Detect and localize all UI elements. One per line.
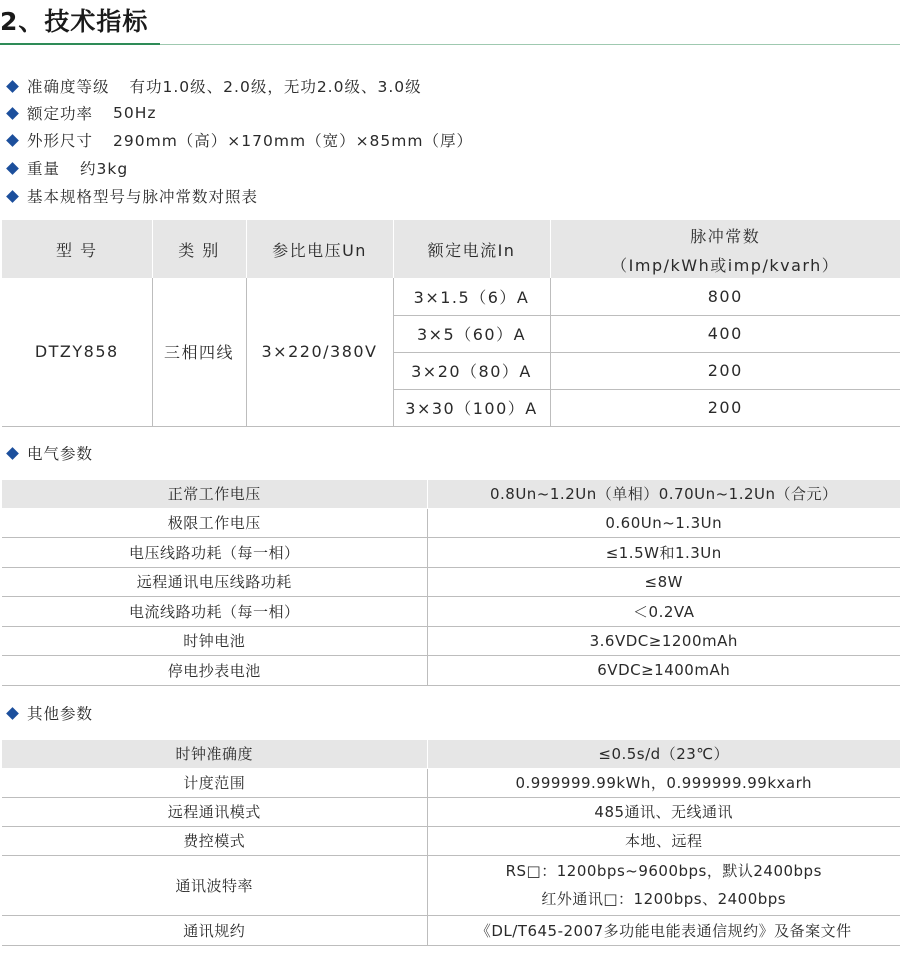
param-name: 时钟准确度	[2, 740, 427, 768]
param-value: 6VDC≥1400mAh	[427, 655, 900, 685]
table-row	[2, 797, 900, 826]
spec-label: 额定功率	[27, 105, 94, 123]
param-value: ≤8W	[427, 567, 900, 596]
baud-rate-rs: RS□：1200bps~9600bps，默认2400bps	[505, 862, 822, 880]
cell-category: 三相四线	[152, 278, 246, 426]
table-row	[2, 278, 900, 315]
param-value: ≤0.5s/d（23℃）	[427, 740, 900, 768]
spec-table	[2, 220, 900, 427]
param-name: 停电抄表电池	[2, 655, 427, 685]
table-row	[2, 826, 900, 855]
diamond-bullet-icon	[6, 447, 19, 460]
param-name: 通讯规约	[2, 915, 427, 945]
other-table	[2, 740, 900, 946]
param-value	[427, 855, 900, 915]
param-name: 费控模式	[2, 826, 427, 855]
electrical-table	[2, 480, 900, 686]
cell-current: 3×20（80）A	[393, 352, 550, 389]
header-current: 额定电流In	[393, 220, 550, 278]
spec-value: 有功1.0级、2.0级，无功2.0级、3.0级	[129, 78, 422, 96]
header-pulse: 脉冲常数	[550, 220, 900, 250]
cell-model: DTZY858	[2, 278, 152, 426]
diamond-bullet-icon	[6, 134, 19, 147]
diamond-bullet-icon	[6, 162, 19, 175]
header-category: 类 别	[152, 220, 246, 278]
cell-pulse: 400	[550, 315, 900, 352]
param-name: 远程通讯电压线路功耗	[2, 567, 427, 596]
table-row	[2, 915, 900, 945]
spec-label: 准确度等级	[27, 78, 110, 96]
param-name: 极限工作电压	[2, 508, 427, 537]
cell-current: 3×1.5（6）A	[393, 278, 550, 315]
param-value: 0.999999.99kWh，0.999999.99kxarh	[427, 768, 900, 797]
param-value: ＜0.2VA	[427, 596, 900, 626]
table-row	[2, 480, 900, 508]
param-name: 通讯波特率	[2, 855, 427, 915]
header-model: 型 号	[2, 220, 152, 278]
spec-dimensions	[5, 130, 473, 150]
param-name: 电流线路功耗（每一相）	[2, 596, 427, 626]
spec-value: 约3kg	[80, 160, 129, 178]
param-name: 远程通讯模式	[2, 797, 427, 826]
spec-weight	[5, 158, 128, 178]
electrical-heading: 电气参数	[5, 443, 93, 463]
param-value: 3.6VDC≥1200mAh	[427, 626, 900, 655]
spec-table-header	[2, 220, 900, 250]
param-value: 485通讯、无线通讯	[427, 797, 900, 826]
table-row	[2, 768, 900, 797]
param-value: 《DL/T645-2007多功能电能表通信规约》及备案文件	[427, 915, 900, 945]
diamond-bullet-icon	[6, 190, 19, 203]
table-row	[2, 655, 900, 685]
table-row	[2, 855, 900, 915]
param-value: 0.8Un~1.2Un（单相）0.70Un~1.2Un（合元）	[427, 480, 900, 508]
table-row	[2, 537, 900, 567]
spec-label: 重量	[27, 160, 61, 178]
spec-accuracy	[5, 76, 422, 96]
spec-value: 50Hz	[113, 104, 157, 122]
spec-frequency	[5, 103, 157, 123]
param-name: 计度范围	[2, 768, 427, 797]
cell-pulse: 200	[550, 352, 900, 389]
table-row	[2, 567, 900, 596]
cell-pulse: 200	[550, 389, 900, 426]
param-name: 时钟电池	[2, 626, 427, 655]
param-name: 电压线路功耗（每一相）	[2, 537, 427, 567]
baud-rate-infrared: 红外通讯□：1200bps、2400bps	[541, 890, 787, 908]
diamond-bullet-icon	[6, 107, 19, 120]
spec-value: 290mm（高）×170mm（宽）×85mm（厚）	[113, 132, 473, 150]
param-name: 正常工作电压	[2, 480, 427, 508]
table-row	[2, 596, 900, 626]
header-pulse-unit: （Imp/kWh或imp/kvarh）	[550, 250, 900, 278]
spec-table-heading	[5, 186, 258, 206]
section-title: 2、技术指标	[0, 7, 149, 36]
other-heading: 其他参数	[5, 703, 93, 723]
table-row	[2, 508, 900, 537]
title-rule	[160, 44, 900, 45]
param-value: 0.60Un~1.3Un	[427, 508, 900, 537]
diamond-bullet-icon	[6, 80, 19, 93]
spec-label: 外形尺寸	[27, 132, 94, 150]
header-voltage: 参比电压Un	[246, 220, 393, 278]
table-row	[2, 740, 900, 768]
cell-voltage: 3×220/380V	[246, 278, 393, 426]
spec-label: 基本规格型号与脉冲常数对照表	[27, 188, 259, 206]
cell-current: 3×5（60）A	[393, 315, 550, 352]
diamond-bullet-icon	[6, 707, 19, 720]
title-underline	[0, 43, 160, 45]
cell-current: 3×30（100）A	[393, 389, 550, 426]
table-row	[2, 626, 900, 655]
cell-pulse: 800	[550, 278, 900, 315]
param-value: 本地、远程	[427, 826, 900, 855]
param-value: ≤1.5W和1.3Un	[427, 537, 900, 567]
